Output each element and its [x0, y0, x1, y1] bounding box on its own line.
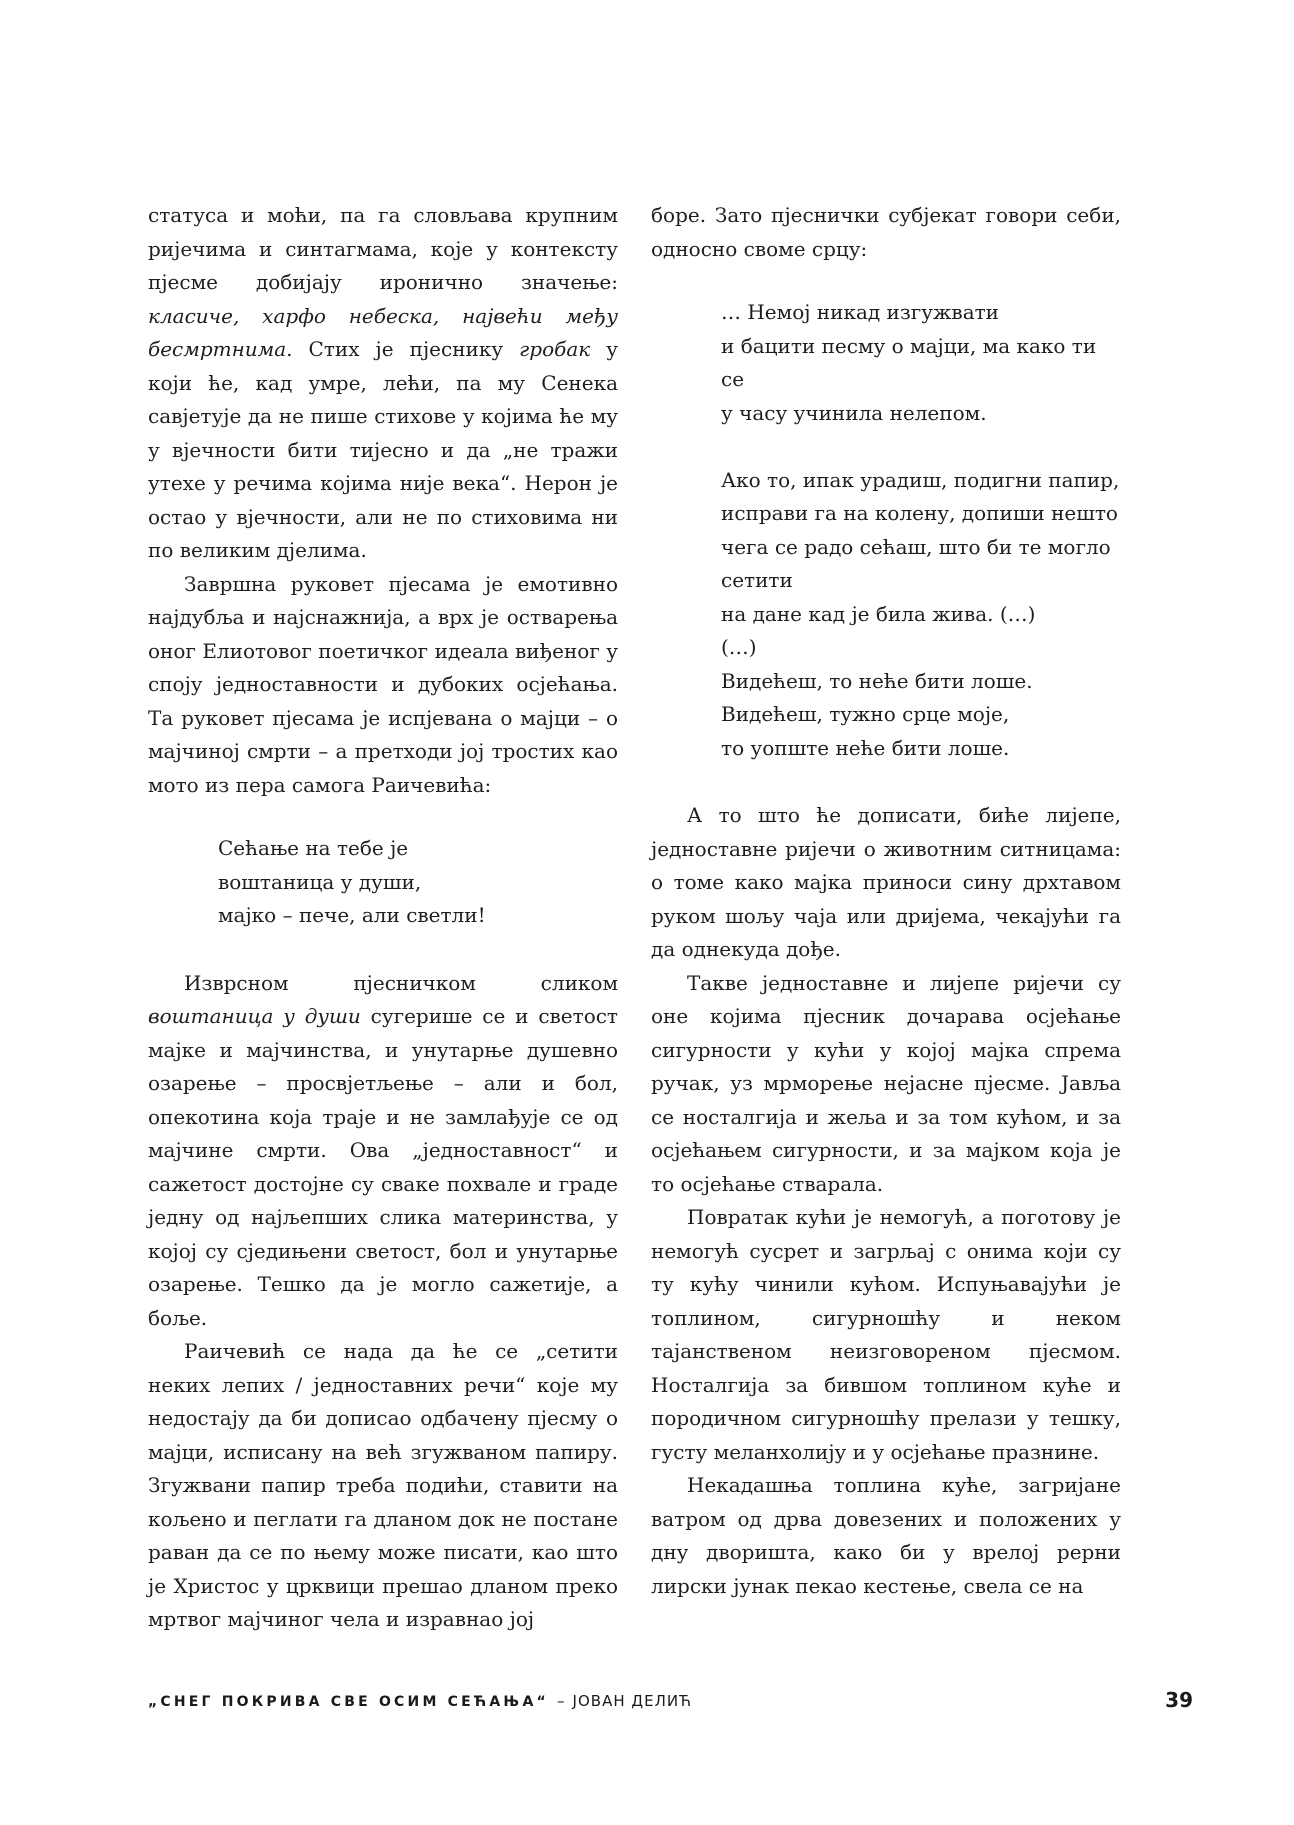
right-text-column	[651, 199, 1121, 1603]
paragraph-text: Изврсном пјесничком сликом	[184, 970, 618, 995]
stanza-break	[721, 430, 1121, 464]
verse-line: на дане кад је била жива. (…)	[721, 601, 1036, 626]
verse-line: исправи га на колену, допиши нешто	[721, 501, 1118, 525]
paragraph-text: А то што ће дописати, биће лијепе, једноставне ријечи о животним ситницама: о томе како мајка приноси сину дрхтавом руком шољу чаја или дријема, чекајући га да однекуда дође.	[651, 803, 1121, 961]
verse-line: се	[721, 367, 745, 391]
verse-line: и бацити песму о мајци, ма како ти	[721, 333, 1097, 358]
verse-line: Видећеш, то неће бити лоше.	[721, 668, 1033, 693]
verse-quote	[721, 296, 1121, 765]
verse-line: чега се радо сећаш, што би те могло	[721, 534, 1111, 559]
paragraph	[148, 199, 618, 568]
paragraph-text: Такве једноставне и лијепе ријечи су оне којима пјесник дочарава осјећање сигурности у кући у којој мајка спрема ручак, уз мрморење нејасне пјесме. Јавља се носталгија и жеља и за том кућом, и за осјећањем сигурности, и за мајком која је то осјећање стварала.	[651, 970, 1121, 1196]
paragraph-text: статуса и моћи, па га словљава крупним ријечима и синтагмама, које у контексту пјесме добијају иронично значење:	[148, 203, 618, 294]
verse-line: мајко – пече, али светли!	[218, 903, 486, 927]
paragraph	[148, 967, 618, 1336]
paragraph-text: Завршна руковет пјесама је емотивно најдубља и најснажнија, а врх је остварења оног Елиотовог поетичког идеала виђеног у споју једноставности и дубоких осјећања. Та руковет пјесама је испјевана о мајци – о мајчиној смрти – а претходи јој тростих као мото из пера самога Раичевића:	[148, 571, 618, 797]
paragraph-text: Повратак кући је немогућ, а поготову је немогућ сусрет и загрљај с онима који су ту кућу чинили кућом. Испуњавајући је топлином, сигурношћу и неком тајанственом неизговореном пјесмом. Носталгија за бившом топлином куће и породичном сигурношћу прелази у тешку, густу меланхолију и у осјећање празнине.	[651, 1205, 1121, 1464]
left-text-column	[148, 199, 618, 1637]
verse-quote	[218, 832, 618, 933]
running-title	[148, 1692, 692, 1710]
running-title-text: „СНЕГ ПОКРИВА СВЕ ОСИМ СЕЋАЊА“	[148, 1694, 549, 1710]
verse-line: Сећање на тебе је	[218, 836, 409, 860]
verse-line: у часу учинила нелепом.	[721, 400, 987, 425]
paragraph-text: . Стих је пјеснику	[286, 337, 520, 361]
italic-text: класиче, харфо небеска, највећи међу бесмртнима	[148, 303, 618, 361]
paragraph-text: Раичевић се нада да ће се „сетити неких лепих / једноставних речи“ које му недостају да би дописао одбачену пјесму о мајци, исписану на већ згужваном папиру. Згужвани папир треба подићи, ставити на кољено и пеглати га дланом док не постане раван да се по њему може писати, као што је Христос у црквици прешао дланом преко мртвог мајчиног чела и изравнао јој	[148, 1339, 618, 1631]
running-title-dash: –	[556, 1692, 565, 1710]
verse-line: то уопште неће бити лоше.	[721, 735, 1010, 760]
page-footer	[148, 1688, 1193, 1722]
paragraph	[651, 1469, 1121, 1603]
paragraph-text: у који ће, кад умре, лећи, па му Сенека савјетује да не пише стихове у којима ће му у вјечности бити тијесно и да „не тражи утехе у речима којима није века“. Нерон је остао у вјечности, али не по стиховима ни по великим дјелима.	[148, 337, 619, 562]
verse-line: Ако то, ипак урадиш, подигни папир,	[721, 467, 1120, 492]
verse-line: (…)	[721, 635, 757, 659]
paragraph	[651, 799, 1121, 967]
paragraph	[651, 1201, 1121, 1469]
italic-text: воштаница у души	[148, 1004, 361, 1028]
paragraph-text: Некадашња топлина куће, загријане ватром од дрва довезених и положених у дну дворишта, како би у врелој рерни лирски јунак пекао кестење, свела се на	[651, 1473, 1121, 1598]
paragraph	[651, 199, 1121, 266]
page-number: 39	[1165, 1688, 1193, 1712]
paragraph	[148, 1335, 618, 1637]
italic-text: гробак	[519, 337, 591, 361]
running-title-author: ЈОВАН ДЕЛИЋ	[572, 1692, 692, 1710]
verse-line: … Немој никад изгужвати	[721, 300, 1000, 324]
paragraph-text: сугерише се и светост мајке и мајчинства, и унутарње душевно озарење – просвјетљење – али и бол, опекотина која траје и не замлађује се од мајчине смрти. Ова „једноставност“ и сажетост достојне су сваке похвале и граде једну од најљепших слика материнства, у којој су сједињени светост, бол и унутарње озарење. Тешко да је могло сажетије, а боље.	[148, 1004, 618, 1330]
paragraph-text: боре. Зато пјеснички субјекат говори себи, односно своме срцу:	[651, 203, 1121, 261]
verse-line: сетити	[721, 568, 793, 592]
paragraph	[651, 967, 1121, 1202]
verse-line: Видећеш, тужно срце моје,	[721, 702, 1010, 726]
verse-line: воштаница у души,	[218, 869, 422, 894]
paragraph	[148, 568, 618, 803]
